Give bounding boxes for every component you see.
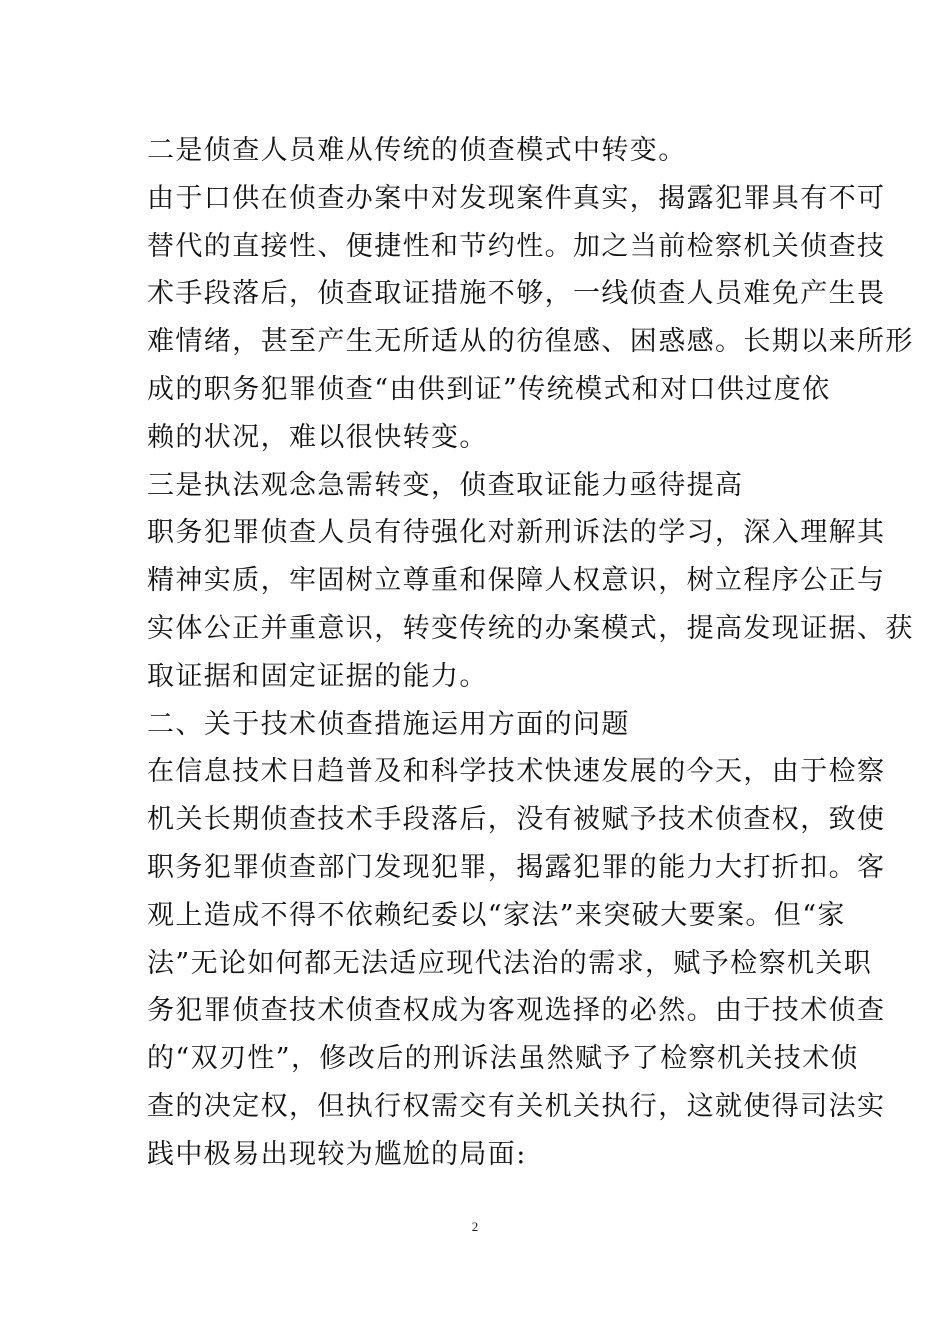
text-line: 观上造成不得不依赖纪委以“家法”来突破大要案。但“家 bbox=[147, 899, 846, 931]
text-line: 二是侦查人员难从传统的侦查模式中转变。 bbox=[147, 135, 687, 166]
text-line: 替代的直接性、便捷性和节约性。加之当前检察机关侦查技 bbox=[147, 230, 886, 262]
text-line: 职务犯罪侦查人员有待强化对新刑诉法的学习，深入理解其 bbox=[147, 517, 886, 549]
text-line: 术手段落后，侦查取证措施不够，一线侦查人员难免产生畏 bbox=[147, 278, 886, 310]
text-line: 赖的状况，难以很快转变。 bbox=[147, 421, 488, 453]
text-line: 由于口供在侦查办案中对发现案件真实，揭露犯罪具有不可 bbox=[147, 182, 886, 214]
text-line: 取证据和固定证据的能力。 bbox=[147, 660, 488, 692]
text-line: 践中极易出现较为尴尬的局面: bbox=[147, 1138, 527, 1170]
text-line: 务犯罪侦查技术侦查权成为客观选择的必然。由于技术侦查 bbox=[147, 995, 886, 1027]
section-heading: 三是执法观念急需转变，侦查取证能力亟待提高 bbox=[147, 469, 744, 501]
text-line: 职务犯罪侦查部门发现犯罪，揭露犯罪的能力大打折扣。客 bbox=[147, 851, 886, 883]
text-line: 法”无论如何都无法适应现代法治的需求，赋予检察机关职 bbox=[147, 947, 873, 979]
text-line: 难情绪，甚至产生无所适从的彷徨感、困惑感。长期以来所形 bbox=[147, 326, 914, 358]
text-line: 精神实质，牢固树立尊重和保障人权意识，树立程序公正与 bbox=[147, 565, 886, 597]
page-number: 2 bbox=[471, 1219, 479, 1234]
text-line: 机关长期侦查技术手段落后，没有被赋予技术侦查权，致使 bbox=[147, 804, 886, 836]
text-line: 实体公正并重意识，转变传统的办案模式，提高发现证据、获 bbox=[147, 612, 914, 644]
section-heading: 二、关于技术侦查措施运用方面的问题 bbox=[147, 708, 630, 740]
text-line: 的“双刃性”，修改后的刑诉法虽然赋予了检察机关技术侦 bbox=[147, 1043, 860, 1075]
text-line: 成的职务犯罪侦查“由供到证”传统模式和对口供过度依 bbox=[147, 373, 831, 405]
body-text bbox=[147, 127, 914, 1179]
text-line: 查的决定权，但执行权需交有关机关执行，这就使得司法实 bbox=[147, 1090, 886, 1122]
text-line: 在信息技术日趋普及和科学技术快速发展的今天，由于检察 bbox=[147, 756, 886, 788]
